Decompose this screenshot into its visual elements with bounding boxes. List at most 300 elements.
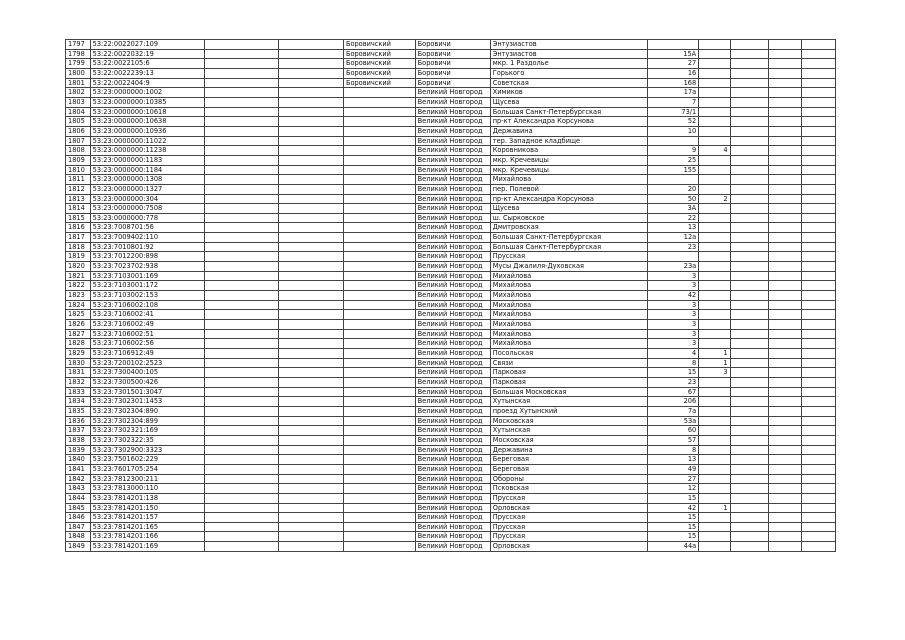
cell-empty-d [802,233,836,243]
cell-city: Великий Новгород [415,146,490,156]
cell-region [343,146,415,156]
cell-city: Великий Новгород [415,349,490,359]
cell-empty-a [204,474,278,484]
cell-number: 1832 [66,377,91,387]
cell-empty-c [768,329,802,339]
cell-empty-d [802,320,836,330]
cell-extra [730,474,768,484]
table-row [66,522,836,532]
cell-street: Энтузиастов [490,40,647,50]
cell-building [699,522,730,532]
cell-extra [730,223,768,233]
cell-cadastral-number: 53:23:7023702:938 [90,262,204,272]
cell-empty-a [204,339,278,349]
cell-cadastral-number: 53:23:7300400:105 [90,368,204,378]
cell-empty-b [278,397,343,407]
cell-street: Хутынская [490,397,647,407]
cell-city: Великий Новгород [415,165,490,175]
cell-number: 1830 [66,358,91,368]
table-row [66,271,836,281]
cell-street: Парковая [490,377,647,387]
cell-cadastral-number: 53:23:7008701:56 [90,223,204,233]
cell-building [699,464,730,474]
cell-number: 1838 [66,435,91,445]
cell-empty-b [278,281,343,291]
cell-region [343,88,415,98]
cell-empty-a [204,194,278,204]
cell-city: Великий Новгород [415,291,490,301]
cell-street: пр-кт Александра Корсунова [490,194,647,204]
cell-cadastral-number: 53:22:0022239:13 [90,68,204,78]
cell-city: Великий Новгород [415,320,490,330]
cell-extra [730,271,768,281]
cell-cadastral-number: 53:23:7302321:169 [90,426,204,436]
cell-building [699,184,730,194]
cell-empty-c [768,377,802,387]
cell-building [699,262,730,272]
cell-empty-a [204,40,278,50]
cell-building [699,204,730,214]
cell-cadastral-number: 53:23:0000000:10638 [90,117,204,127]
cell-building [699,97,730,107]
cell-street: Прусская [490,522,647,532]
cell-empty-b [278,377,343,387]
cell-empty-a [204,387,278,397]
cell-building: 4 [699,146,730,156]
cell-empty-d [802,194,836,204]
cell-empty-c [768,493,802,503]
cell-empty-b [278,233,343,243]
cell-building [699,40,730,50]
cell-building [699,542,730,552]
cell-building [699,242,730,252]
cell-empty-c [768,435,802,445]
cell-extra [730,49,768,59]
cell-region [343,271,415,281]
cell-building [699,136,730,146]
cell-cadastral-number: 53:22:0022105:6 [90,59,204,69]
cell-region [343,522,415,532]
cell-empty-b [278,445,343,455]
cell-empty-d [802,532,836,542]
cell-empty-b [278,184,343,194]
cell-empty-d [802,88,836,98]
cell-street: Михайлова [490,310,647,320]
cell-empty-d [802,291,836,301]
cell-empty-c [768,165,802,175]
cell-empty-c [768,542,802,552]
table-row [66,165,836,175]
cell-empty-c [768,522,802,532]
cell-empty-a [204,107,278,117]
cell-building [699,49,730,59]
cell-building [699,474,730,484]
table-row [66,339,836,349]
cell-empty-c [768,97,802,107]
cell-empty-b [278,474,343,484]
cell-street: Большая Санкт-Петербургская [490,242,647,252]
cell-city: Боровичи [415,59,490,69]
cell-empty-b [278,107,343,117]
cell-street: Михайлова [490,300,647,310]
cell-region [343,464,415,474]
cell-empty-c [768,126,802,136]
cell-cadastral-number: 53:23:0000000:10385 [90,97,204,107]
cell-city: Великий Новгород [415,194,490,204]
cell-empty-c [768,358,802,368]
cell-empty-d [802,464,836,474]
cell-extra [730,532,768,542]
cell-empty-a [204,542,278,552]
cell-empty-b [278,513,343,523]
cell-city: Боровичи [415,49,490,59]
cell-city: Великий Новгород [415,406,490,416]
cell-street: Парковая [490,368,647,378]
cell-empty-a [204,242,278,252]
cell-empty-a [204,493,278,503]
cell-building [699,387,730,397]
cell-street: Советская [490,78,647,88]
table-row [66,493,836,503]
cell-region [343,377,415,387]
cell-building: 1 [699,503,730,513]
cell-empty-c [768,213,802,223]
cell-empty-d [802,339,836,349]
cell-city: Великий Новгород [415,262,490,272]
cell-city: Великий Новгород [415,522,490,532]
cell-street: Михайлова [490,329,647,339]
cell-empty-d [802,397,836,407]
cell-city: Великий Новгород [415,271,490,281]
cell-building [699,532,730,542]
cell-city: Великий Новгород [415,397,490,407]
cell-number: 1827 [66,329,91,339]
cell-number: 1809 [66,155,91,165]
cell-region [343,416,415,426]
table-row [66,136,836,146]
cell-region: Боровичский [343,59,415,69]
cell-empty-d [802,78,836,88]
cell-building: 1 [699,358,730,368]
table-row [66,464,836,474]
cell-region [343,349,415,359]
cell-street: Прусская [490,532,647,542]
cell-city: Великий Новгород [415,281,490,291]
cell-street: пер. Полевой [490,184,647,194]
table-row [66,213,836,223]
cell-empty-d [802,329,836,339]
cell-cadastral-number: 53:23:7106002:51 [90,329,204,339]
cell-empty-d [802,377,836,387]
table-row [66,117,836,127]
cell-empty-b [278,40,343,50]
cell-city: Великий Новгород [415,155,490,165]
table-row [66,204,836,214]
cell-number: 1829 [66,349,91,359]
cell-empty-b [278,493,343,503]
cell-street: Псковская [490,484,647,494]
cell-region [343,339,415,349]
cell-empty-d [802,117,836,127]
cell-house-number [647,175,699,185]
table-row [66,435,836,445]
cell-cadastral-number: 53:23:0000000:304 [90,194,204,204]
cell-cadastral-number: 53:23:7106912:49 [90,349,204,359]
table-row [66,146,836,156]
cell-extra [730,493,768,503]
cell-number: 1805 [66,117,91,127]
cell-empty-b [278,252,343,262]
cell-empty-d [802,165,836,175]
cell-cadastral-number: 53:23:7106002:108 [90,300,204,310]
cell-city: Великий Новгород [415,435,490,445]
cell-empty-c [768,136,802,146]
cell-empty-a [204,213,278,223]
cell-number: 1844 [66,493,91,503]
cell-empty-a [204,175,278,185]
cell-region: Боровичский [343,78,415,88]
table-row [66,426,836,436]
table-row [66,377,836,387]
cell-empty-d [802,281,836,291]
cell-extra [730,377,768,387]
cell-empty-b [278,262,343,272]
cell-cadastral-number: 53:23:7103001:172 [90,281,204,291]
cell-empty-a [204,271,278,281]
cell-city: Великий Новгород [415,464,490,474]
cell-empty-a [204,522,278,532]
cell-empty-d [802,107,836,117]
cell-empty-a [204,59,278,69]
cell-empty-a [204,435,278,445]
cell-number: 1818 [66,242,91,252]
cell-empty-a [204,165,278,175]
cell-house-number: 3 [647,271,699,281]
cell-empty-b [278,213,343,223]
cell-number: 1797 [66,40,91,50]
cell-number: 1828 [66,339,91,349]
cell-empty-a [204,68,278,78]
cell-empty-c [768,320,802,330]
cell-street: Связи [490,358,647,368]
cell-extra [730,213,768,223]
cell-extra [730,387,768,397]
cell-house-number: 67 [647,387,699,397]
cell-empty-c [768,532,802,542]
cell-street: Хутынская [490,426,647,436]
cell-city: Великий Новгород [415,358,490,368]
cell-region [343,184,415,194]
cell-city: Великий Новгород [415,339,490,349]
cell-empty-b [278,416,343,426]
cell-house-number: 13 [647,455,699,465]
cell-empty-c [768,387,802,397]
cell-empty-d [802,271,836,281]
cell-region [343,136,415,146]
cell-empty-b [278,78,343,88]
cell-cadastral-number: 53:23:7501602:229 [90,455,204,465]
cell-extra [730,194,768,204]
cell-cadastral-number: 53:23:0000000:778 [90,213,204,223]
cell-empty-d [802,474,836,484]
cell-region [343,406,415,416]
cell-empty-d [802,368,836,378]
cell-extra [730,146,768,156]
cell-number: 1835 [66,406,91,416]
table-row [66,532,836,542]
cell-house-number: 3 [647,300,699,310]
cell-empty-c [768,262,802,272]
table-row [66,78,836,88]
cell-number: 1816 [66,223,91,233]
cell-empty-d [802,493,836,503]
cell-house-number [647,136,699,146]
cell-empty-b [278,310,343,320]
cell-cadastral-number: 53:23:7814201:165 [90,522,204,532]
cell-empty-b [278,242,343,252]
cell-number: 1845 [66,503,91,513]
cell-building [699,455,730,465]
cell-empty-c [768,484,802,494]
cell-extra [730,252,768,262]
cell-building [699,310,730,320]
cell-empty-a [204,464,278,474]
cell-house-number: 206 [647,397,699,407]
cell-empty-d [802,126,836,136]
cell-cadastral-number: 53:23:0000000:1183 [90,155,204,165]
cell-city: Боровичи [415,40,490,50]
cell-street: Орловская [490,503,647,513]
cell-city: Боровичи [415,78,490,88]
cell-number: 1819 [66,252,91,262]
cell-city: Великий Новгород [415,136,490,146]
cell-cadastral-number: 53:23:7814201:166 [90,532,204,542]
cell-cadastral-number: 53:23:7012200:898 [90,252,204,262]
cell-house-number: 20 [647,184,699,194]
cell-empty-d [802,522,836,532]
table-row [66,397,836,407]
cell-empty-c [768,204,802,214]
cell-street: мкр. Кречевицы [490,155,647,165]
cell-empty-d [802,68,836,78]
cell-empty-b [278,194,343,204]
cell-empty-b [278,291,343,301]
cell-house-number: 42 [647,503,699,513]
cell-extra [730,262,768,272]
table-row [66,49,836,59]
cell-house-number: 23а [647,262,699,272]
cell-empty-c [768,513,802,523]
cell-extra [730,204,768,214]
cell-building [699,300,730,310]
cell-city: Великий Новгород [415,300,490,310]
cell-cadastral-number: 53:23:7302304:890 [90,406,204,416]
cell-empty-d [802,184,836,194]
cell-city: Великий Новгород [415,233,490,243]
cell-extra [730,358,768,368]
cell-region [343,107,415,117]
cell-extra [730,97,768,107]
cell-street: Большая Санкт-Петербургская [490,107,647,117]
cell-number: 1810 [66,165,91,175]
cell-building [699,68,730,78]
cell-empty-a [204,126,278,136]
cell-house-number: 15 [647,513,699,523]
cell-region [343,194,415,204]
cell-extra [730,184,768,194]
table-row [66,416,836,426]
cell-cadastral-number: 53:23:7103001:169 [90,271,204,281]
cell-cadastral-number: 53:23:7814201:150 [90,503,204,513]
cell-extra [730,513,768,523]
cell-region [343,165,415,175]
cell-street: Михайлова [490,271,647,281]
cell-extra [730,310,768,320]
table-row [66,291,836,301]
table-row [66,68,836,78]
cell-region [343,455,415,465]
cell-empty-d [802,503,836,513]
cell-building [699,339,730,349]
cell-city: Боровичи [415,68,490,78]
cell-empty-a [204,503,278,513]
cell-number: 1842 [66,474,91,484]
cell-extra [730,107,768,117]
cell-cadastral-number: 53:23:7009402:110 [90,233,204,243]
cell-empty-d [802,358,836,368]
cell-house-number: 8 [647,358,699,368]
cell-number: 1843 [66,484,91,494]
cell-city: Великий Новгород [415,97,490,107]
cell-region [343,310,415,320]
cell-extra [730,291,768,301]
cell-empty-d [802,175,836,185]
cell-empty-b [278,146,343,156]
cell-region [343,242,415,252]
cell-empty-d [802,242,836,252]
cell-region [343,358,415,368]
cell-house-number: 8 [647,445,699,455]
table-row [66,358,836,368]
cell-street: Прусская [490,513,647,523]
cell-city: Великий Новгород [415,377,490,387]
cell-building [699,397,730,407]
cell-empty-b [278,349,343,359]
cell-house-number: 7а [647,406,699,416]
cell-empty-c [768,88,802,98]
cell-street: Прусская [490,493,647,503]
cell-empty-a [204,88,278,98]
cell-cadastral-number: 53:23:7814201:169 [90,542,204,552]
cell-empty-c [768,445,802,455]
cell-region: Боровичский [343,68,415,78]
cell-empty-d [802,252,836,262]
cell-street: Московская [490,416,647,426]
cell-cadastral-number: 53:23:0000000:1184 [90,165,204,175]
cell-empty-b [278,223,343,233]
cell-house-number: 9 [647,146,699,156]
cell-region [343,532,415,542]
cell-number: 1812 [66,184,91,194]
cell-city: Великий Новгород [415,368,490,378]
cell-empty-d [802,262,836,272]
cell-empty-d [802,310,836,320]
cell-region: Боровичский [343,49,415,59]
cell-building [699,406,730,416]
cell-street: Обороны [490,474,647,484]
cell-house-number: 15 [647,522,699,532]
cell-empty-b [278,542,343,552]
